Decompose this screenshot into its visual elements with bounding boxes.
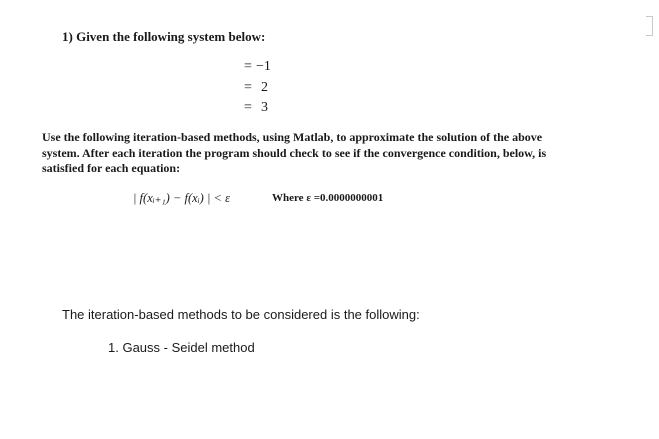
equation-rhs: −1 — [256, 59, 271, 74]
question-heading: 1) Given the following system below: — [62, 29, 266, 44]
instructions-paragraph: Use the following iteration-based methods, using Matlab, to approximate the solution of the above system. After each iteration the program should check to see if the convergence condition, below, is satisfied for each equation: — [42, 130, 547, 175]
equation-rhs: 2 — [261, 80, 268, 95]
convergence-formula: | f(xᵢ₊₁) − f(xᵢ) | < ε — [133, 191, 231, 205]
equation-rhs: 3 — [261, 100, 268, 115]
epsilon-definition: Where ε =0.0000000001 — [272, 192, 384, 204]
method-list-item: 1. Gauss - Seidel method — [108, 340, 255, 355]
equation-equals: = — [244, 80, 252, 95]
methods-intro: The iteration-based methods to be considered is the following: — [62, 307, 420, 322]
equation-equals: = — [244, 59, 252, 74]
page-edge-marker — [646, 16, 653, 36]
equation-equals: = — [244, 100, 252, 115]
